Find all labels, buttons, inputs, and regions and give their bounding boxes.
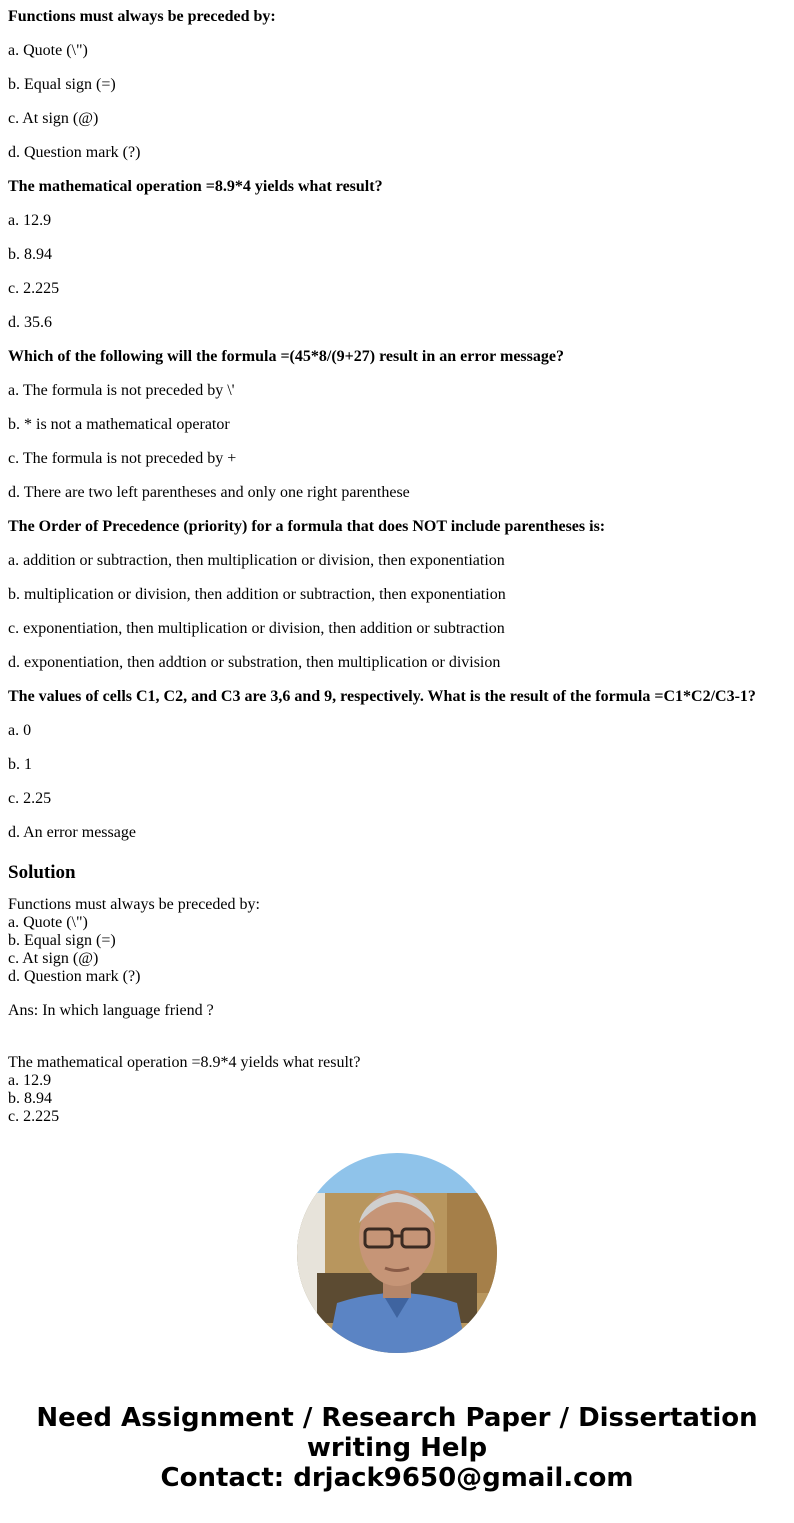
answer-option: c. 2.225 (8, 280, 60, 297)
solution-box (8, 896, 786, 1156)
solution-line: b. Equal sign (=) (8, 932, 116, 949)
answer-option: c. 2.25 (8, 790, 52, 807)
solution-line: d. Question mark (?) (8, 968, 141, 985)
banner-line-1: Need Assignment / Research Paper / Dissertation (36, 1403, 758, 1433)
answer-option: b. 8.94 (8, 246, 52, 263)
banner-contact: Contact: drjack9650@gmail.com (160, 1463, 634, 1493)
solution-block-2 (8, 1054, 786, 1126)
answer-option: a. Quote (\") (8, 42, 88, 59)
solution-block-1 (8, 896, 786, 986)
question-text: Which of the following will the formula =(45*8/(9+27) result in an error message? (8, 348, 564, 365)
questions (8, 0, 786, 850)
answer-option: c. At sign (@) (8, 110, 99, 127)
answer-option: b. multiplication or division, then addition or subtraction, then exponentiation (8, 586, 506, 603)
help-banner (0, 1403, 794, 1493)
answer-option: a. addition or subtraction, then multiplication or division, then exponentiation (8, 552, 505, 569)
answer-option: b. Equal sign (=) (8, 76, 116, 93)
question-text: The Order of Precedence (priority) for a formula that does NOT include parentheses is: (8, 518, 606, 535)
solution-title: Solution (8, 862, 76, 883)
solution-answer: Ans: In which language friend ? (8, 1002, 214, 1019)
banner-line-2: writing Help (306, 1433, 488, 1463)
answer-option: d. 35.6 (8, 314, 52, 331)
solution-line: The mathematical operation =8.9*4 yields what result? (8, 1054, 361, 1071)
answer-option: b. 1 (8, 756, 32, 773)
solution-line: Functions must always be preceded by: (8, 896, 260, 913)
question-text: The mathematical operation =8.9*4 yields what result? (8, 178, 383, 195)
solution-line: c. 2.225 (8, 1108, 60, 1125)
solution-line: b. 8.94 (8, 1090, 52, 1107)
question-text: Functions must always be preceded by: (8, 8, 276, 25)
author-photo (297, 1153, 497, 1353)
content (8, 0, 786, 1156)
answer-option: d. There are two left parentheses and only one right parenthese (8, 484, 410, 501)
answer-option: a. 0 (8, 722, 32, 739)
solution-line: a. 12.9 (8, 1072, 52, 1089)
answer-option: d. Question mark (?) (8, 144, 141, 161)
solution-line: c. At sign (@) (8, 950, 99, 967)
answer-option: a. The formula is not preceded by \' (8, 382, 235, 399)
solution-line: a. Quote (\") (8, 914, 88, 931)
answer-option: c. The formula is not preceded by + (8, 450, 237, 467)
answer-option: a. 12.9 (8, 212, 52, 229)
question-text: The values of cells C1, C2, and C3 are 3,6 and 9, respectively. What is the result of the formula =C1*C2/C3-1? (8, 688, 756, 705)
answer-option: d. exponentiation, then addtion or substration, then multiplication or division (8, 654, 501, 671)
answer-option: d. An error message (8, 824, 136, 841)
author-photo-illustration (297, 1153, 497, 1353)
answer-option: b. * is not a mathematical operator (8, 416, 230, 433)
answer-option: c. exponentiation, then multiplication or division, then addition or subtraction (8, 620, 505, 637)
